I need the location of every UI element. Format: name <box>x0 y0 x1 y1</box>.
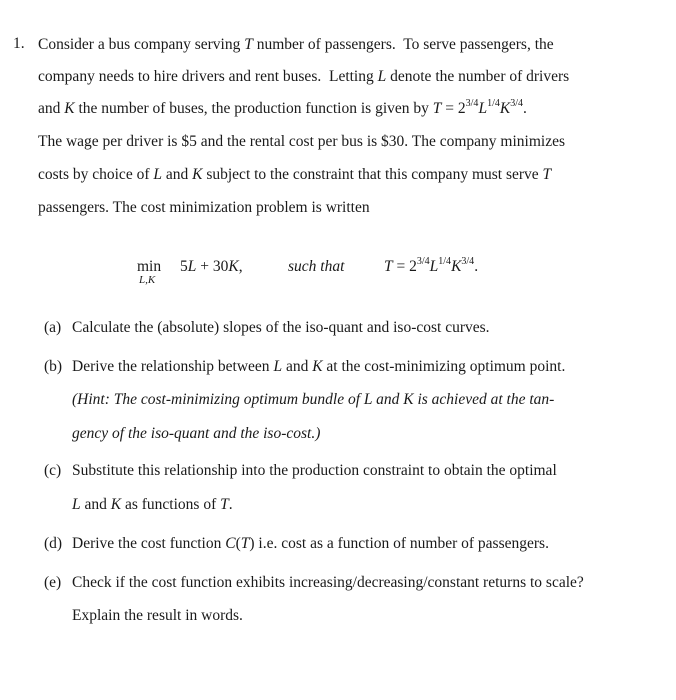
intro-line-3: and K the number of buses, the production function is given by $T = 2^{3/4}L^{1/4}K^{3/4}$. <box>38 98 527 117</box>
min-operator: min <box>137 258 162 275</box>
part-b-hint-line-2: gency of the iso-quant and the iso-cost.) <box>72 425 321 442</box>
part-b-line-1: Derive the relationship between L and K at the cost-minimizing optimum point. <box>72 358 566 375</box>
part-a-label: (a) <box>44 319 62 336</box>
part-e-label: (e) <box>44 574 62 591</box>
part-b-label: (b) <box>44 358 63 375</box>
part-c-line-2: L and K as functions of T. <box>72 496 233 513</box>
optimization-equation <box>0 258 676 298</box>
problem-number: 1. <box>13 35 25 52</box>
part-d-line-1: Derive the cost function C(T) i.e. cost as a function of number of passengers. <box>72 535 549 552</box>
intro-line-5: costs by choice of L and K subject to the constraint that this company must serve T <box>38 166 552 183</box>
part-a-line-1: Calculate the (absolute) slopes of the iso-quant and iso-cost curves. <box>72 319 490 336</box>
objective-function: 5L + 30K, <box>180 258 243 275</box>
such-that-text: such that <box>288 258 345 275</box>
part-c-line-1: Substitute this relationship into the production constraint to obtain the optimal <box>72 462 557 479</box>
part-e-line-2: Explain the result in words. <box>72 607 243 624</box>
part-e-line-1: Check if the cost function exhibits increasing/decreasing/constant returns to scale? <box>72 574 584 591</box>
part-d-label: (d) <box>44 535 63 552</box>
intro-line-4: The wage per driver is $5 and the rental cost per bus is $30. The company minimizes <box>38 133 565 150</box>
intro-line-1: Consider a bus company serving T number of passengers. To serve passengers, the <box>38 36 554 53</box>
part-b-hint-line-1: (Hint: The cost-minimizing optimum bundle of L and K is achieved at the tan- <box>72 391 555 408</box>
intro-line-6: passengers. The cost minimization problem is written <box>38 199 370 216</box>
production-constraint: $T = 2^{3/4}L^{1/4}K^{3/4}$. <box>384 256 479 275</box>
intro-line-2: company needs to hire drivers and rent buses. Letting L denote the number of drivers <box>38 68 570 85</box>
part-c-label: (c) <box>44 462 62 479</box>
min-subscript: L,K <box>139 274 156 286</box>
